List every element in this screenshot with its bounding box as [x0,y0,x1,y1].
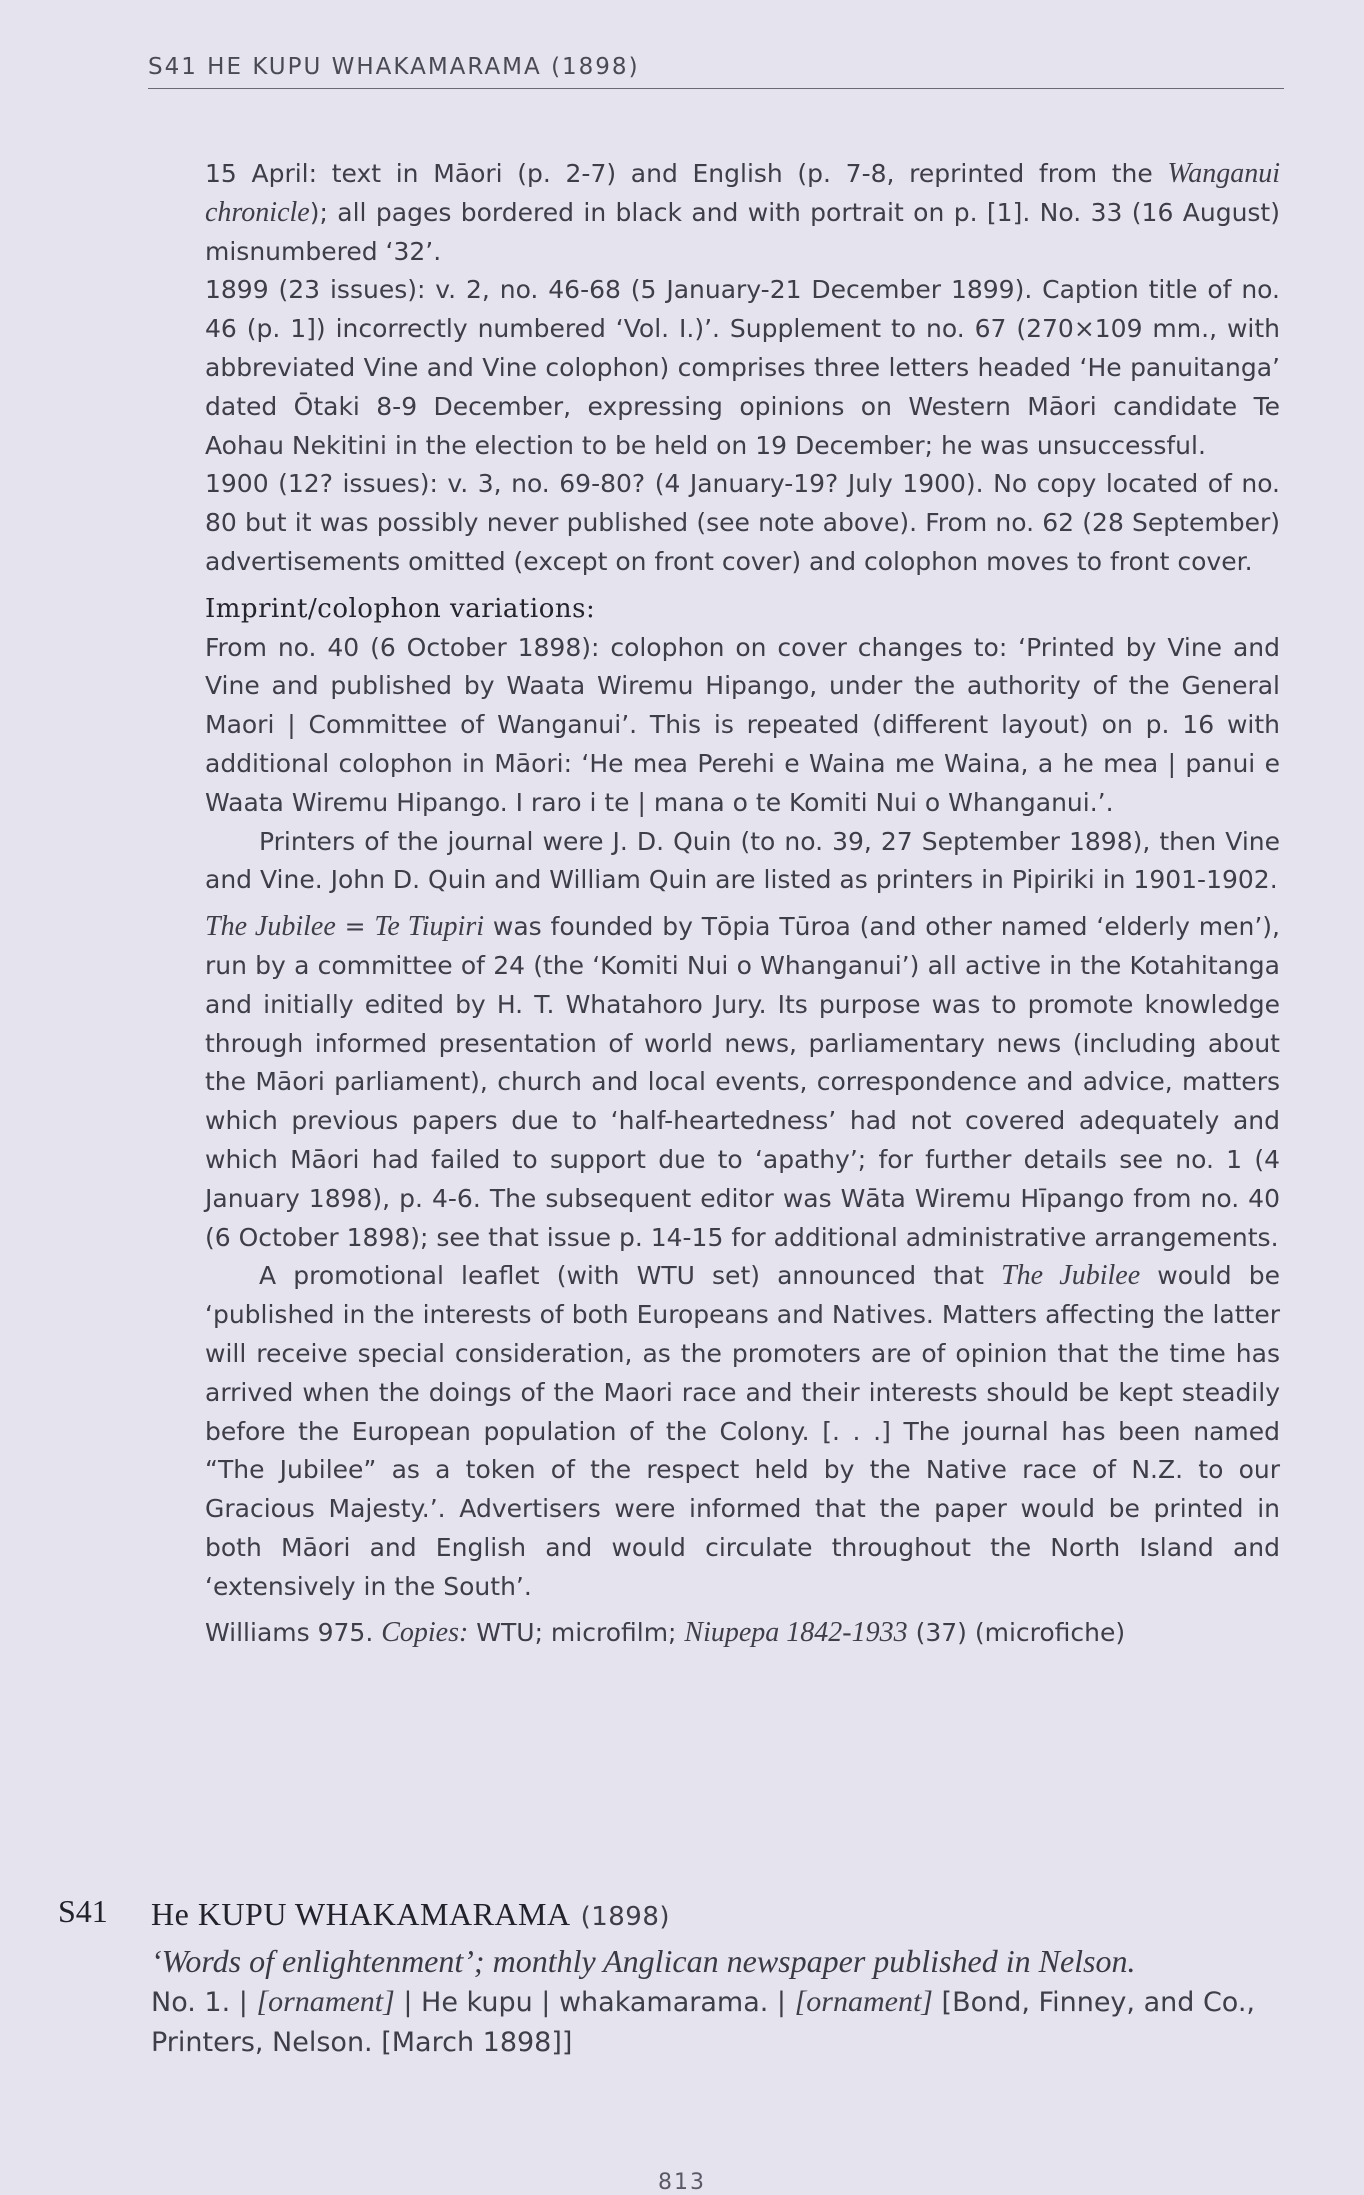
entry-title: He KUPU WHAKAMARAMA (1898) [151,1896,671,1932]
running-head: S41 HE KUPU WHAKAMARAMA (1898) [148,54,640,80]
page-number: 813 [658,2170,706,2195]
entry-transcription: No. 1. | [ornament] | He kupu | whakamarama. | [ornament] [Bond, Finney, and Co., Printers, Nelson. [March 1898]] [151,1985,1256,2058]
paragraph-colophon: From no. 40 (6 October 1898): colophon on cover changes to: ‘Printed by Vine and Vine and published by Waata Wiremu Hipango, under the authority of the General Maori | Committee of Wanganui’. This is repeated (different layout) on p. 16 with additional colophon in Māori: ‘He mea Perehi e Waina me Waina, a he mea | panui e Waata Wiremu Hipango. I raro i te | mana o te Komiti Nui o Whanganui.’. [205,632,1280,817]
paragraph-1898-issues: 15 April: text in Māori (p. 2-7) and English (p. 7-8, reprinted from the Wanganui chronicle); all pages bordered in black and with portrait on p. [1]. No. 33 (16 August) misnumbered ‘32’. [205,158,1281,266]
italic-title: Wanganui chronicle [205,158,1281,228]
main-text-block [205,155,1280,1653]
entry-description: ‘Words of enlightenment’; monthly Anglican newspaper published in Nelson. [151,1943,1136,1979]
imprint-heading: Imprint/colophon variations: [205,593,596,624]
paragraph-history: The Jubilee = Te Tiupiri was founded by Tōpia Tūroa (and other named ‘elderly men’), run by a committee of 24 (the ‘Komiti Nui o Whanganui’) all active in the Kotahitanga and initially edited by H. T. Whatahoro Jury. Its purpose was to promote knowledge through informed presentation of world news, parliamentary news (including about the Māori parliament), church and local events, correspondence and advice, matters which previous papers due to ‘half-heartedness’ had not covered adequately and which Māori had failed to support due to ‘apathy’; for further details see no. 1 (4 January 1898), p. 4-6. The subsequent editor was Wāta Wiremu Hīpango from no. 40 (6 October 1898); see that issue p. 14-15 for additional administrative arrangements. [205,911,1280,1252]
paragraph-1899-issues: 1899 (23 issues): v. 2, no. 46-68 (5 January-21 December 1899). Caption title of no. 46 (p. 1]) incorrectly numbered ‘Vol. I.)’. Supplement to no. 67 (270×109 mm., with abbreviated Vine and Vine colophon) comprises three letters headed ‘He panuitanga’ dated Ōtaki 8-9 December, expressing opinions on Western Māori candidate Te Aohau Nekitini in the election to be held on 19 December; he was unsuccessful. [205,275,1280,460]
references-line: Williams 975. Copies: WTU; microfilm; Niupepa 1842-1933 (37) (microfiche) [205,1617,1126,1649]
paragraph-1900-issues: 1900 (12? issues): v. 3, no. 69-80? (4 January-19? July 1900). No copy located of no. 80 but it was possibly never published (see note above). From no. 62 (28 September) advertisements omitted (except on front cover) and colophon moves to front cover. [205,469,1280,576]
paragraph-printers: Printers of the journal were J. D. Quin (to no. 39, 27 September 1898), then Vine and Vine. John D. Quin and William Quin are listed as printers in Pipiriki in 1901-1902. [205,826,1280,895]
entry-body [151,1893,1286,2063]
entry-number: S41 [58,1893,108,1929]
paragraph-leaflet: A promotional leaflet (with WTU set) announced that The Jubilee would be ‘published in the interests of both Europeans and Natives. Matters affecting the latter will receive special consideration, as the promoters are of opinion that the time has arrived when the doings of the Maori race and their interests should be kept steadily before the European population of the Colony. [. . .] The journal has been named “The Jubilee” as a token of the respect held by the Native race of N.Z. to our Gracious Majesty.’. Advertisers were informed that the paper would be printed in both Māori and English and would circulate throughout the North Island and ‘extensively in the South’. [205,1260,1281,1601]
header-rule [148,88,1284,89]
